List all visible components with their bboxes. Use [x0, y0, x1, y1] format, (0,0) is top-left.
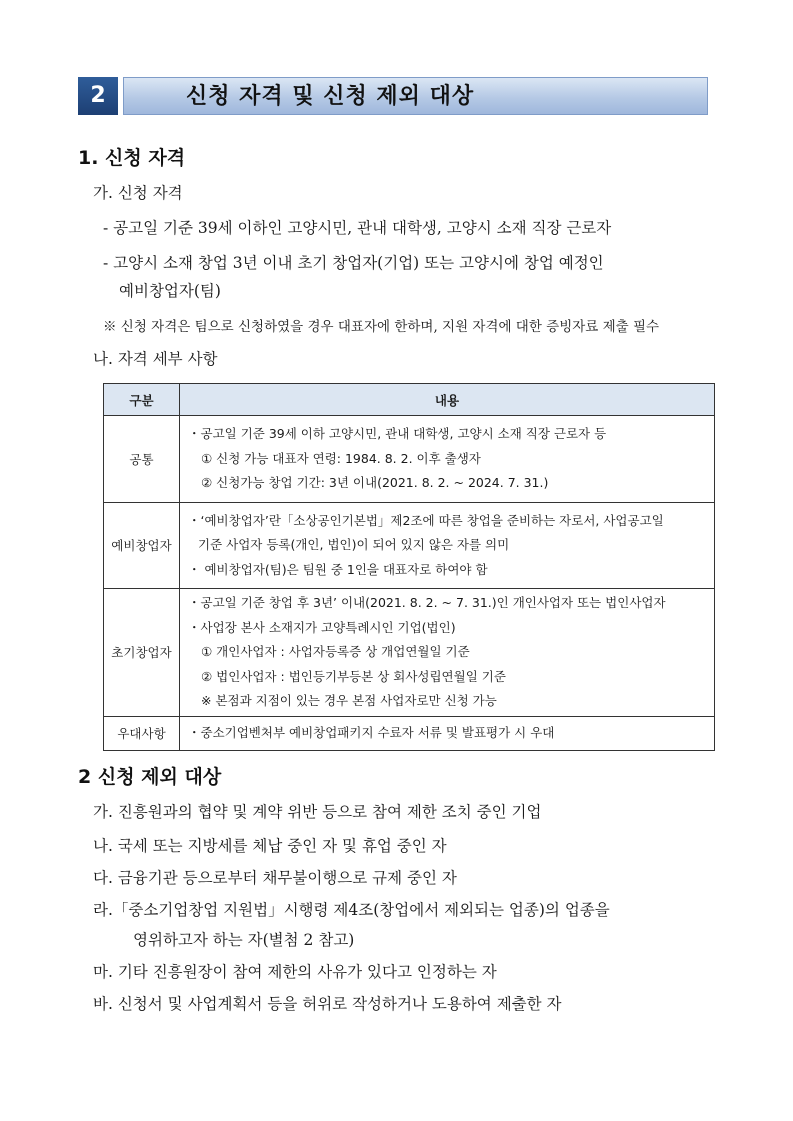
table-row-content: [180, 502, 715, 589]
section-title: 신청 자격 및 신청 제외 대상: [186, 84, 475, 109]
table-row-line: ② 법인사업자 : 법인등기부등본 상 회사성립연월일 기준: [201, 668, 506, 684]
table-row-preference: [104, 716, 715, 750]
exclusion-item: 마. 기타 진흥원장이 참여 제한의 사유가 있다고 인정하는 자: [93, 963, 497, 981]
table-row-content: [180, 716, 715, 750]
table-row-line: ・‘예비창업자’란「소상공인기본법」제2조에 따른 창업을 준비하는 자로서, 사업공고일: [188, 512, 664, 528]
table-row-content: [180, 589, 715, 717]
qualification-bullet-1: - 공고일 기준 39세 이하인 고양시민, 관내 대학생, 고양시 소재 직장 근로자: [103, 219, 612, 237]
qualification-sub-a: 가. 신청 자격: [93, 184, 183, 202]
section-banner: [78, 77, 708, 115]
table-row-content: [180, 416, 715, 503]
exclusion-item-continued: 영위하고자 하는 자(별첨 2 참고): [133, 931, 355, 949]
table-row-line: ・ 예비창업자(팀)은 팀원 중 1인을 대표자로 하여야 함: [188, 561, 488, 577]
table-row-category: 공통: [104, 416, 180, 503]
table-header-row: [104, 384, 715, 416]
qualification-heading: 1. 신청 자격: [78, 147, 186, 169]
table-row-line: 기준 사업자 등록(개인, 법인)이 되어 있지 않은 자를 의미: [198, 537, 510, 552]
exclusion-heading: 2 신청 제외 대상: [78, 766, 222, 788]
table-row-category: 우대사항: [104, 716, 180, 750]
qualification-bullet-2-line-2: 예비창업자(팀): [119, 282, 221, 300]
table-row-line: ① 신청 가능 대표자 연령: 1984. 8. 2. 이후 출생자: [201, 450, 481, 466]
exclusion-item: 바. 신청서 및 사업계획서 등을 허위로 작성하거나 도용하여 제출한 자: [93, 995, 562, 1013]
table-header-content: 내용: [180, 384, 715, 416]
exclusion-item: 라.「중소기업창업 지원법」시행령 제4조(창업에서 제외되는 업종)의 업종을: [93, 901, 610, 919]
qualification-sub-b: 나. 자격 세부 사항: [93, 350, 218, 368]
qualification-detail-table: [103, 383, 715, 751]
qualification-note: ※ 신청 자격은 팀으로 신청하였을 경우 대표자에 한하며, 지원 자격에 대한 증빙자료 제출 필수: [103, 319, 660, 335]
table-row-line: ・사업장 본사 소재지가 고양특례시인 기업(법인): [188, 619, 456, 635]
section-title-bar: [123, 77, 708, 115]
table-row-category: 초기창업자: [104, 589, 180, 717]
table-row-line: ・공고일 기준 창업 후 3년’ 이내(2021. 8. 2. ~ 7. 31.)인 개인사업자 또는 법인사업자: [188, 595, 666, 610]
section-number: 2: [78, 77, 118, 115]
table-row-category: 예비창업자: [104, 502, 180, 589]
table-row-early-founder: [104, 589, 715, 717]
table-row-pre-founder: [104, 502, 715, 589]
table-header-category: 구분: [104, 384, 180, 416]
qualification-bullet-2-line-1: - 고양시 소재 창업 3년 이내 초기 창업자(기업) 또는 고양시에 창업 예정인: [103, 254, 604, 272]
table-row-line: ※ 본점과 지점이 있는 경우 본점 사업자로만 신청 가능: [201, 693, 497, 708]
exclusion-item: 나. 국세 또는 지방세를 체납 중인 자 및 휴업 중인 자: [93, 837, 447, 855]
table-row-common: [104, 416, 715, 503]
table-row-line: ・중소기업벤처부 예비창업패키지 수료자 서류 및 발표평가 시 우대: [188, 724, 555, 740]
table-row-line: ・공고일 기준 39세 이하 고양시민, 관내 대학생, 고양시 소재 직장 근로자 등: [188, 426, 607, 441]
exclusion-item: 가. 진흥원과의 협약 및 계약 위반 등으로 참여 제한 조치 중인 기업: [93, 803, 542, 821]
exclusion-item: 다. 금융기관 등으로부터 채무불이행으로 규제 중인 자: [93, 869, 457, 887]
table-row-line: ① 개인사업자 : 사업자등록증 상 개업연월일 기준: [201, 644, 470, 659]
table-row-line: ② 신청가능 창업 기간: 3년 이내(2021. 8. 2. ~ 2024. 7. 31.): [201, 475, 549, 490]
